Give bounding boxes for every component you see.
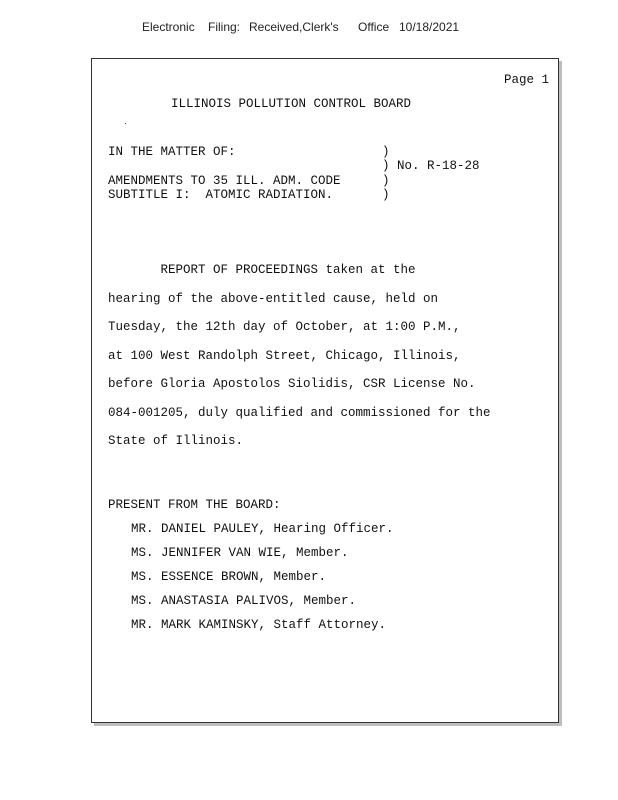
caption-docket-number: ) No. R-18-28 [382, 159, 480, 173]
caption-paren-1: ) [382, 145, 390, 159]
caption-subtitle: SUBTITLE I: ATOMIC RADIATION. [108, 188, 334, 202]
report-line: before Gloria Apostolos Siolidis, CSR License No. [108, 377, 476, 391]
report-line: Tuesday, the 12th day of October, at 1:00 P.M., [108, 320, 461, 334]
caption-paren-3: ) [382, 174, 390, 188]
stray-mark [125, 123, 126, 124]
report-line: State of Illinois. [108, 434, 244, 448]
report-line: at 100 West Randolph Street, Chicago, Illinois, [108, 349, 461, 363]
filing-received: Received,Clerk's [249, 20, 339, 34]
filing-date: 10/18/2021 [399, 20, 460, 34]
board-member: MS. ESSENCE BROWN, Member. [131, 570, 327, 584]
filing-label: Filing: [208, 20, 241, 34]
report-line: REPORT OF PROCEEDINGS taken at the [108, 263, 416, 277]
filing-stamp [0, 20, 618, 38]
filing-electronic: Electronic [142, 20, 195, 34]
board-member: MS. ANASTASIA PALIVOS, Member. [131, 594, 357, 608]
board-member: MR. DANIEL PAULEY, Hearing Officer. [131, 522, 394, 536]
caption-amendments: AMENDMENTS TO 35 ILL. ADM. CODE [108, 174, 341, 188]
board-member: MR. MARK KAMINSKY, Staff Attorney. [131, 618, 387, 632]
transcript-page [91, 58, 559, 723]
filing-office: Office [358, 20, 390, 34]
board-member: MS. JENNIFER VAN WIE, Member. [131, 546, 349, 560]
caption-paren-4: ) [382, 188, 390, 202]
board-title: ILLINOIS POLLUTION CONTROL BOARD [171, 97, 412, 111]
present-heading: PRESENT FROM THE BOARD: [108, 498, 281, 512]
report-line: hearing of the above-entitled cause, held on [108, 292, 439, 306]
page-number: Page 1 [504, 73, 550, 87]
report-line: 084-001205, duly qualified and commissioned for the [108, 406, 491, 420]
caption-matter: IN THE MATTER OF: [108, 145, 236, 159]
